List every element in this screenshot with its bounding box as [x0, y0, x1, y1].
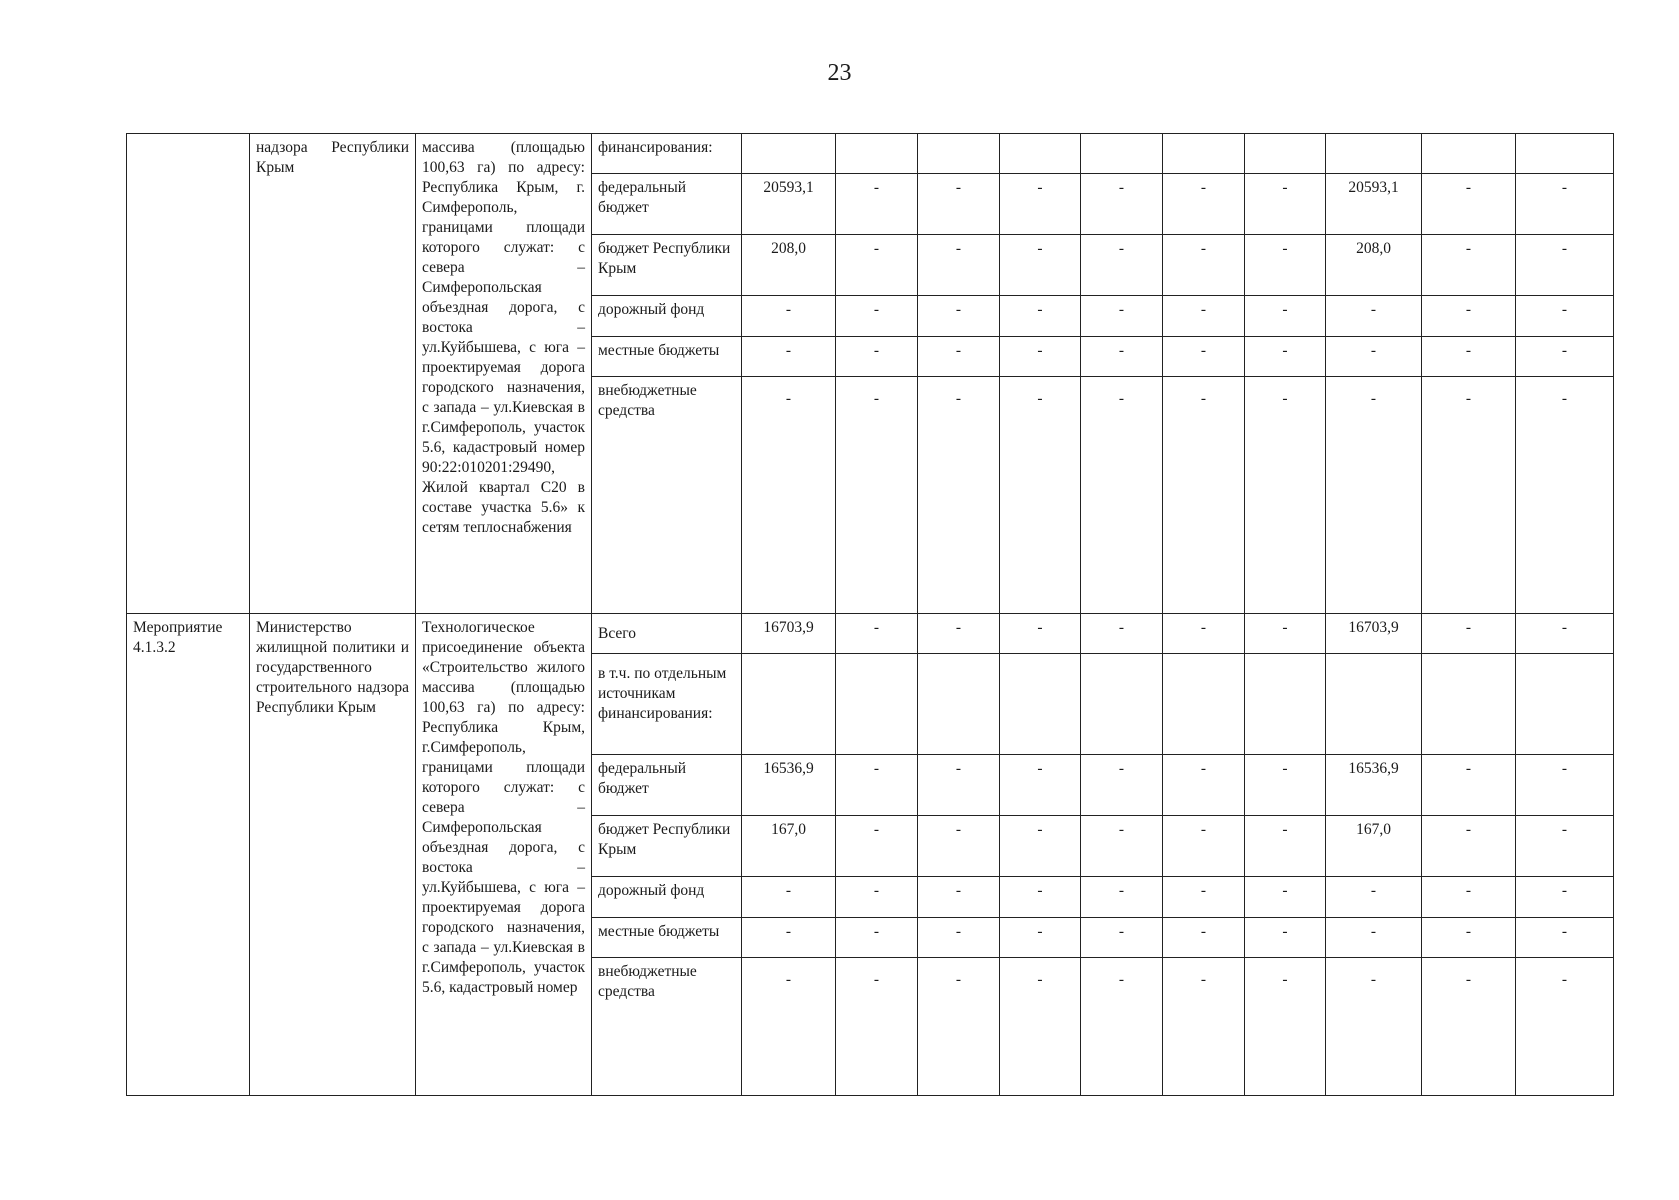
value-cell: - — [1163, 235, 1245, 296]
value-cell: - — [1081, 755, 1163, 816]
value-cell — [1245, 134, 1326, 174]
value-cell: - — [1516, 918, 1614, 958]
value-cell: - — [742, 918, 836, 958]
value-cell: - — [1245, 377, 1326, 614]
value-cell: - — [1081, 337, 1163, 377]
value-cell: - — [1000, 877, 1081, 918]
value-cell: - — [836, 174, 918, 235]
value-cell: - — [1516, 958, 1614, 1096]
value-cell: - — [1081, 958, 1163, 1096]
funding-source-cell: в т.ч. по отдельным источникам финансирования: — [592, 654, 742, 755]
value-cell: 20593,1 — [742, 174, 836, 235]
value-cell: - — [1326, 337, 1422, 377]
value-cell: - — [836, 377, 918, 614]
value-cell: 16703,9 — [742, 614, 836, 654]
value-cell: - — [1516, 377, 1614, 614]
value-cell: - — [1081, 816, 1163, 877]
value-cell: - — [1326, 877, 1422, 918]
value-cell: - — [1422, 235, 1516, 296]
value-cell: 16536,9 — [742, 755, 836, 816]
value-cell: - — [1245, 614, 1326, 654]
value-cell — [1422, 654, 1516, 755]
value-cell: - — [1081, 174, 1163, 235]
event-cell — [127, 134, 250, 614]
value-cell: 208,0 — [1326, 235, 1422, 296]
value-cell: - — [1245, 816, 1326, 877]
value-cell: - — [1516, 877, 1614, 918]
funding-source-cell: внебюджетные средства — [592, 377, 742, 614]
value-cell — [836, 654, 918, 755]
value-cell: - — [1081, 877, 1163, 918]
table-row — [127, 614, 1614, 654]
value-cell — [1000, 654, 1081, 755]
value-cell: 16536,9 — [1326, 755, 1422, 816]
funding-source-cell: дорожный фонд — [592, 296, 742, 337]
value-cell: - — [1245, 235, 1326, 296]
value-cell: - — [1422, 337, 1516, 377]
value-cell: - — [1000, 235, 1081, 296]
value-cell: - — [1326, 296, 1422, 337]
value-cell: - — [742, 337, 836, 377]
value-cell: - — [918, 755, 1000, 816]
value-cell: - — [918, 235, 1000, 296]
funding-source-cell: Всего — [592, 614, 742, 654]
value-cell — [1516, 654, 1614, 755]
funding-source-cell: местные бюджеты — [592, 337, 742, 377]
value-cell: - — [1163, 377, 1245, 614]
value-cell: - — [836, 296, 918, 337]
value-cell: - — [1326, 958, 1422, 1096]
funding-source-cell: федеральный бюджет — [592, 174, 742, 235]
value-cell: - — [1422, 918, 1516, 958]
value-cell: - — [1081, 377, 1163, 614]
value-cell: - — [1163, 918, 1245, 958]
value-cell: - — [1326, 918, 1422, 958]
funding-source-cell: бюджет Республики Крым — [592, 816, 742, 877]
value-cell: - — [836, 337, 918, 377]
value-cell: - — [1516, 296, 1614, 337]
value-cell: - — [1163, 296, 1245, 337]
value-cell: - — [1081, 614, 1163, 654]
value-cell: - — [1516, 755, 1614, 816]
value-cell: - — [1516, 235, 1614, 296]
value-cell: - — [1422, 296, 1516, 337]
value-cell: - — [836, 816, 918, 877]
value-cell: - — [918, 377, 1000, 614]
value-cell — [1516, 134, 1614, 174]
value-cell: - — [1081, 918, 1163, 958]
value-cell: - — [918, 816, 1000, 877]
value-cell: - — [1245, 174, 1326, 235]
value-cell — [1163, 654, 1245, 755]
value-cell — [1245, 654, 1326, 755]
value-cell: - — [1516, 174, 1614, 235]
value-cell: - — [918, 174, 1000, 235]
value-cell: - — [1081, 235, 1163, 296]
value-cell: - — [742, 877, 836, 918]
value-cell — [742, 654, 836, 755]
funding-source-cell: дорожный фонд — [592, 877, 742, 918]
value-cell: - — [1163, 614, 1245, 654]
value-cell: - — [836, 918, 918, 958]
funding-source-cell: внебюджетные средства — [592, 958, 742, 1096]
value-cell: - — [1081, 296, 1163, 337]
value-cell — [1326, 654, 1422, 755]
value-cell: 167,0 — [742, 816, 836, 877]
value-cell: - — [1000, 755, 1081, 816]
financing-table — [126, 133, 1614, 1096]
value-cell: - — [1245, 296, 1326, 337]
value-cell — [1326, 134, 1422, 174]
value-cell: - — [1422, 816, 1516, 877]
page-number: 23 — [827, 60, 852, 86]
value-cell: - — [742, 296, 836, 337]
value-cell: - — [918, 918, 1000, 958]
value-cell: - — [1516, 614, 1614, 654]
value-cell — [1000, 134, 1081, 174]
value-cell: - — [1326, 377, 1422, 614]
value-cell — [1422, 134, 1516, 174]
value-cell: - — [1422, 755, 1516, 816]
value-cell — [1163, 134, 1245, 174]
organization-cell: Министерство жилищной политики и государственного строительного надзора Республики Крым — [250, 614, 416, 1096]
value-cell: - — [1163, 174, 1245, 235]
value-cell: - — [836, 755, 918, 816]
value-cell: - — [742, 377, 836, 614]
value-cell: 20593,1 — [1326, 174, 1422, 235]
object-description-cell: Технологическое присоединение объекта «Строительство жилого массива (площадью 100,63 га) по адресу: Республика Крым, г.Симферополь, границами площади которого служат: с севера – Симферопольская объездная дорога, с востока – ул.Куйбышева, с юга – проектируемая дорога городского назначения, с запада – ул.Киевская в г.Симферополь, участок 5.6, кадастровый номер — [416, 614, 592, 1096]
value-cell: 208,0 — [742, 235, 836, 296]
value-cell: - — [836, 235, 918, 296]
value-cell: - — [918, 958, 1000, 1096]
value-cell: - — [1000, 614, 1081, 654]
value-cell — [918, 654, 1000, 755]
value-cell: 167,0 — [1326, 816, 1422, 877]
value-cell: - — [836, 614, 918, 654]
funding-source-cell: федеральный бюджет — [592, 755, 742, 816]
value-cell — [1081, 134, 1163, 174]
value-cell: - — [1163, 877, 1245, 918]
value-cell: - — [918, 296, 1000, 337]
value-cell: - — [1422, 174, 1516, 235]
value-cell: - — [1000, 816, 1081, 877]
value-cell: - — [1516, 337, 1614, 377]
value-cell: - — [1422, 877, 1516, 918]
value-cell: - — [1163, 816, 1245, 877]
value-cell: - — [1245, 958, 1326, 1096]
organization-cell: надзора Республики Крым — [250, 134, 416, 614]
funding-source-cell: бюджет Республики Крым — [592, 235, 742, 296]
value-cell: - — [1245, 337, 1326, 377]
value-cell: - — [918, 614, 1000, 654]
value-cell: - — [836, 958, 918, 1096]
value-cell: - — [1245, 877, 1326, 918]
value-cell: - — [1245, 755, 1326, 816]
value-cell: - — [1000, 174, 1081, 235]
value-cell: - — [1422, 958, 1516, 1096]
value-cell: - — [1163, 337, 1245, 377]
value-cell: - — [918, 877, 1000, 918]
funding-source-cell: местные бюджеты — [592, 918, 742, 958]
value-cell: - — [1163, 755, 1245, 816]
value-cell: - — [1000, 337, 1081, 377]
value-cell: - — [1422, 614, 1516, 654]
value-cell: - — [1516, 816, 1614, 877]
value-cell — [742, 134, 836, 174]
value-cell: - — [1163, 958, 1245, 1096]
value-cell — [918, 134, 1000, 174]
value-cell: - — [918, 337, 1000, 377]
value-cell: - — [742, 958, 836, 1096]
event-cell: Мероприятие 4.1.3.2 — [127, 614, 250, 1096]
value-cell: - — [1000, 377, 1081, 614]
value-cell — [1081, 654, 1163, 755]
value-cell — [836, 134, 918, 174]
value-cell: - — [1000, 296, 1081, 337]
table-row — [127, 134, 1614, 174]
funding-source-cell: финансирования: — [592, 134, 742, 174]
value-cell: - — [836, 877, 918, 918]
object-description-cell: массива (площадью 100,63 га) по адресу: Республика Крым, г. Симферополь, границами площади которого служат: с севера – Симферопольская объездная дорога, с востока – ул.Куйбышева, с юга – проектируемая дорога городского назначения, с запада – ул.Киевская в г.Симферополь, участок 5.6, кадастровый номер 90:22:010201:29490, Жилой квартал С20 в составе участка 5.6» к сетям теплоснабжения — [416, 134, 592, 614]
value-cell: - — [1000, 918, 1081, 958]
value-cell: - — [1245, 918, 1326, 958]
value-cell: - — [1000, 958, 1081, 1096]
value-cell: - — [1422, 377, 1516, 614]
value-cell: 16703,9 — [1326, 614, 1422, 654]
